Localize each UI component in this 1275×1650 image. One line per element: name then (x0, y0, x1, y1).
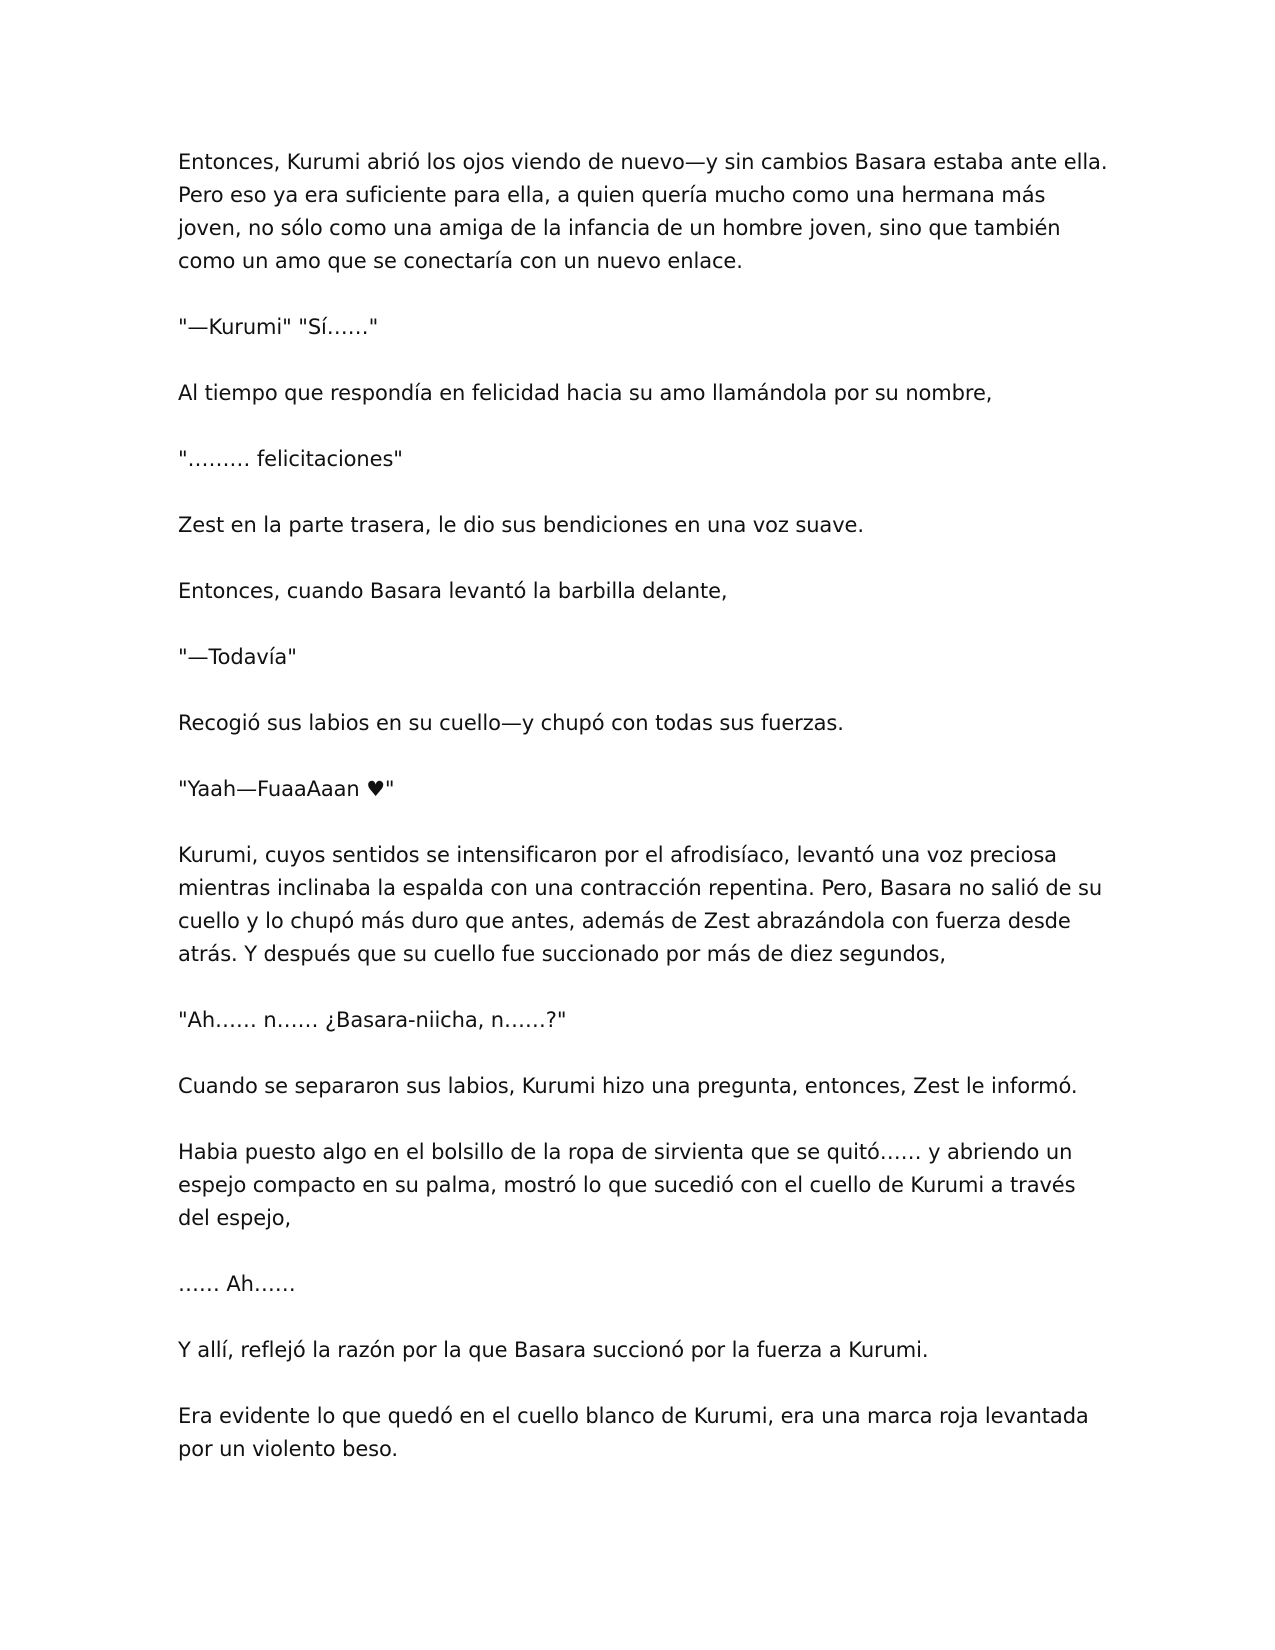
paragraph-6: Entonces, cuando Basara levantó la barbilla delante, (178, 579, 728, 603)
paragraph-10: Kurumi, cuyos sentidos se intensificaron por el afrodisíaco, levantó una voz preciosa mientras inclinaba la espalda con una contracción repentina. Pero, Basara no salió de su cuello y lo chupó más duro que antes, además de Zest abrazándola con fuerza desde atrás. Y después que su cuello fue succionado por más de diez segundos, (178, 843, 1103, 966)
paragraph-9: "Yaah—FuaaAaan ♥" (178, 777, 395, 801)
paragraph-13: Habia puesto algo en el bolsillo de la ropa de sirvienta que se quitó…… y abriendo un espejo compacto en su palma, mostró lo que sucedió con el cuello de Kurumi a través del espejo, (178, 1140, 1076, 1230)
paragraph-11: "Ah…… n…… ¿Basara-niicha, n……?" (178, 1008, 567, 1032)
paragraph-1: Entonces, Kurumi abrió los ojos viendo de nuevo—y sin cambios Basara estaba ante ella. Pero eso ya era suficiente para ella, a quien quería mucho como una hermana más joven, no sólo como una amiga de la infancia de un hombre joven, sino que también como un amo que se conectaría con un nuevo enlace. (178, 150, 1108, 273)
paragraph-7: "—Todavía" (178, 645, 297, 669)
paragraph-3: Al tiempo que respondía en felicidad hacia su amo llamándola por su nombre, (178, 381, 993, 405)
document-body (178, 146, 1108, 1499)
paragraph-15: Y allí, reflejó la razón por la que Basara succionó por la fuerza a Kurumi. (178, 1338, 929, 1362)
paragraph-8: Recogió sus labios en su cuello—y chupó con todas sus fuerzas. (178, 711, 844, 735)
paragraph-12: Cuando se separaron sus labios, Kurumi hizo una pregunta, entonces, Zest le informó. (178, 1074, 1078, 1098)
paragraph-5: Zest en la parte trasera, le dio sus bendiciones en una voz suave. (178, 513, 864, 537)
paragraph-2: "—Kurumi" "Sí……" (178, 315, 379, 339)
paragraph-4: "……… felicitaciones" (178, 447, 403, 471)
paragraph-16: Era evidente lo que quedó en el cuello blanco de Kurumi, era una marca roja levantada por un violento beso. (178, 1404, 1089, 1461)
paragraph-14: …… Ah…… (178, 1272, 296, 1296)
